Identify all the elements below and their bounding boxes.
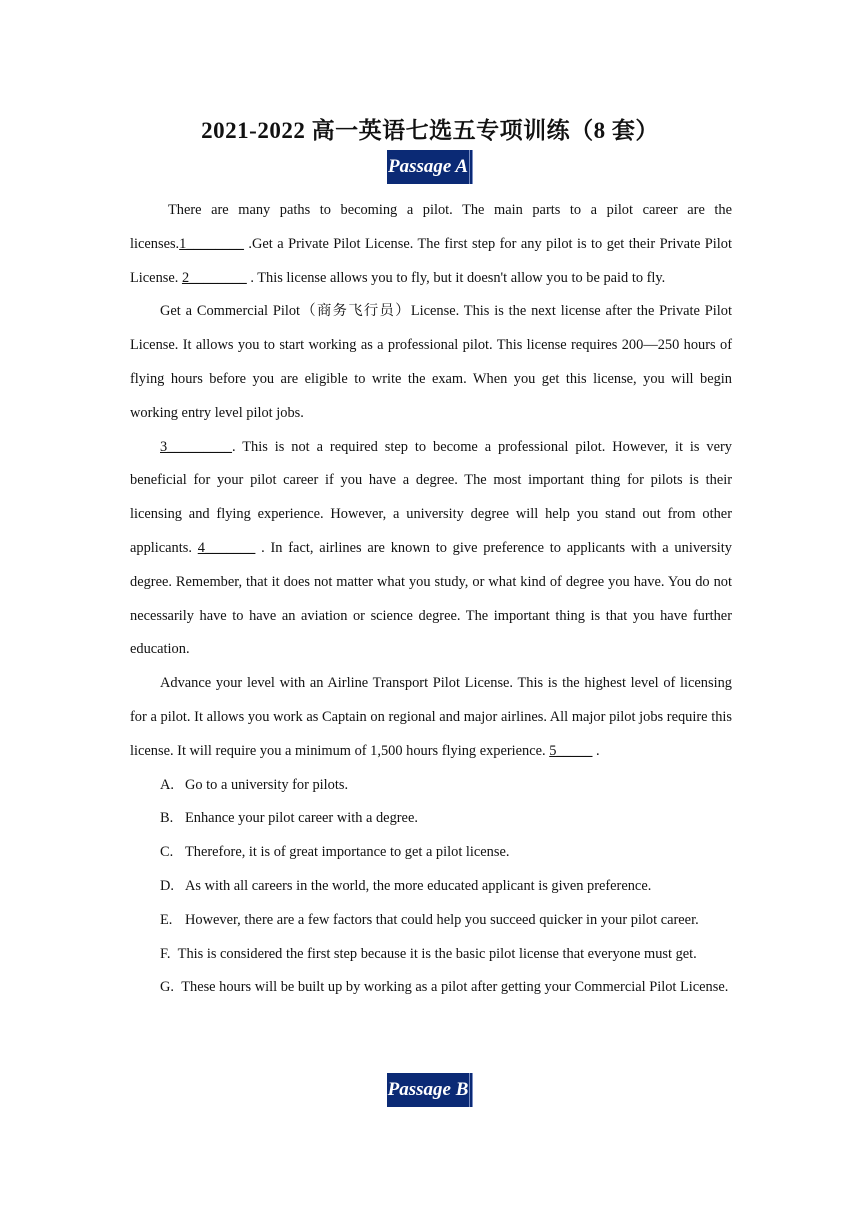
paragraph-3 [130, 431, 732, 668]
option-letter: E. [160, 911, 173, 928]
paragraph-1 [130, 194, 732, 295]
paragraph-1-text-2: .Get a Private Pilot License. The first step for any pilot is to get their Private Pilot License. [130, 235, 732, 286]
paragraph-4-text-1: Advance your level with an Airline Transport Pilot License. This is the highest level of licensing for a pilot. It allows you work as Captain on regional and major airlines. All major pilot jobs require this license. It will require you a minimum of 1,500 hours flying experience. [130, 675, 732, 759]
option-d [130, 870, 732, 904]
option-text: However, there are a few factors that could help you succeed quicker in your pilot career. [185, 911, 699, 928]
option-letter: C. [160, 844, 174, 861]
option-letter: A. [160, 776, 174, 793]
document-title: 2021-2022 高一英语七选五专项训练（8 套） [201, 118, 659, 143]
paragraph-4-text-2: . [592, 742, 600, 759]
option-letter: G. [160, 979, 174, 996]
option-letter: B. [160, 810, 174, 827]
paragraph-1-text-1: There are many paths to becoming a pilot. The main parts to a pilot career are the licenses. [130, 202, 732, 252]
option-b [130, 802, 732, 836]
paragraph-1-text-3: . This license allows you to fly, but it doesn't allow you to be paid to fly. [246, 269, 666, 286]
option-a [130, 769, 732, 803]
passage-b-badge: Passage B [387, 1073, 473, 1107]
option-text: As with all careers in the world, the more educated applicant is given preference. [185, 877, 652, 894]
paragraph-3-text-1: . This is not a required step to become a professional pilot. However, it is very beneficial for your pilot career if you have a degree. The most important thing for pilots is their licensing and flying experience. However, a university degree will help you stand out from other applicants. [130, 438, 732, 556]
paragraph-3-text-2: . In fact, airlines are known to give preference to applicants with a university degree. Remember, that it does not matter what you study, or what kind of degree you have. You do not necessarily have to have an aviation or science degree. The important thing is that you have further education. [130, 539, 732, 658]
option-text: This is considered the first step because it is the basic pilot license that everyone must get. [177, 945, 697, 962]
passage-a-badge: Passage A [387, 150, 473, 184]
option-f [130, 938, 732, 972]
option-letter: D. [160, 877, 174, 894]
option-g [130, 971, 732, 1005]
passage-a-body [130, 194, 732, 1005]
option-c [130, 836, 732, 870]
option-e [130, 904, 732, 938]
option-text: Therefore, it is of great importance to get a pilot license. [185, 844, 510, 861]
blank-1: 1________ [179, 235, 244, 252]
option-text: Enhance your pilot career with a degree. [185, 810, 418, 827]
blank-4: 4_______ [197, 539, 256, 556]
blank-2: 2________ [181, 269, 247, 286]
option-letter: F. [160, 945, 171, 962]
paragraph-4 [130, 667, 732, 768]
option-text: Go to a university for pilots. [185, 776, 349, 793]
paragraph-2: Get a Commercial Pilot（商务飞行员）License. This is the next license after the Private Pilot License. It allows you to start working as a professional pilot. This license requires 200—250 hours of flying hours before you are eligible to write the exam. When you get this license, you will begin working entry level pilot jobs. [130, 303, 732, 421]
blank-5: 5_____ [549, 742, 593, 759]
blank-3: 3_________ [160, 438, 232, 455]
option-text: These hours will be built up by working as a pilot after getting your Commercial Pilot License. [181, 979, 729, 996]
